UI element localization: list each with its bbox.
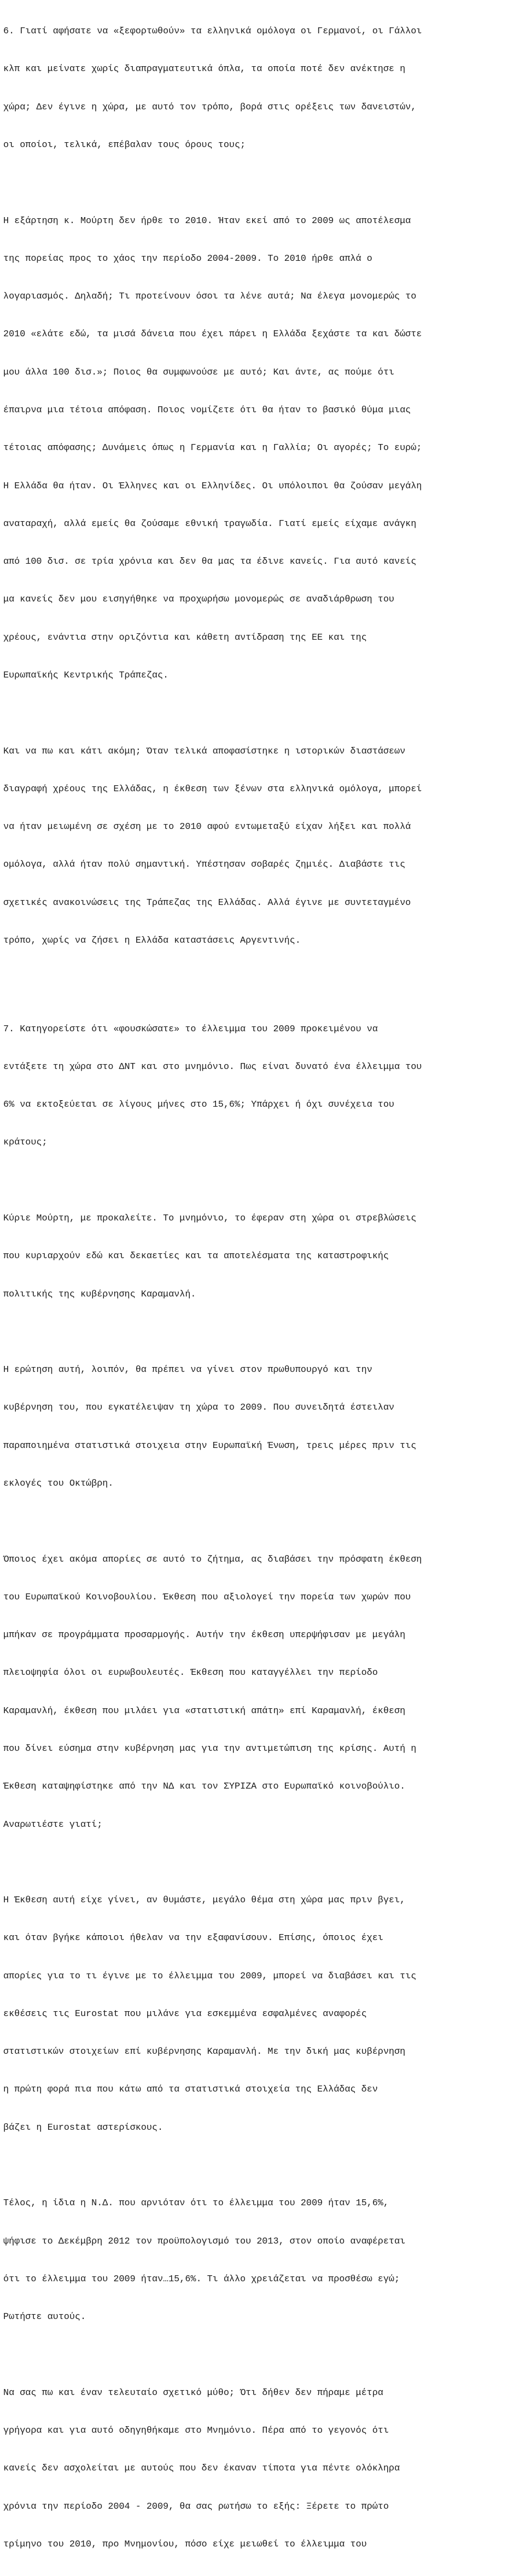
text-line: Η Έκθεση αυτή είχε γίνει, αν θυμάστε, μεγάλο θέμα στη χώρα μας πριν βγει, xyxy=(3,1895,406,1906)
answer-7-paragraph-3 xyxy=(3,1528,522,1856)
text-line: διαγραφή χρέους της Ελλάδας, η έκθεση των ξένων στα ελληνικά ομόλογα, μπορεί xyxy=(3,784,422,795)
question-6-paragraph xyxy=(3,0,522,177)
text-line: Ρωτήστε αυτούς. xyxy=(3,2312,86,2323)
text-line: ομόλογα, αλλά ήταν πολύ σημαντική. Υπέστησαν σοβαρές ζημιές. Διαβάστε τις xyxy=(3,860,406,871)
text-line: Να σας πω και έναν τελευταίο σχετικό μύθο; Ότι δήθεν δεν πήραμε μέτρα xyxy=(3,2387,383,2398)
text-line: η πρώτη φορά πια που κάτω από τα στατιστικά στοιχεία της Ελλάδας δεν xyxy=(3,2084,378,2095)
text-line: εκθέσεις τις Eurostat που μιλάνε για εσκεμμένα εσφαλμένες αναφορές xyxy=(3,2008,367,2019)
text-line: κράτους; xyxy=(3,1137,48,1148)
text-line: μπήκαν σε προγράμματα προσαρμογής. Αυτήν την έκθεση υπερψήφισαν με μεγάλη xyxy=(3,1630,406,1641)
text-line: τρόπο, χωρίς να ζήσει η Ελλάδα καταστάσεις Αργεντινής. xyxy=(3,935,301,946)
text-line: αναταραχή, αλλά εμείς θα ζούσαμε εθνική τραγωδία. Γιατί εμείς είχαμε ανάγκη xyxy=(3,518,417,529)
text-line: πλειοψηφία όλοι οι ευρωβουλευτές. Έκθεση που καταγγέλλει την περίοδο xyxy=(3,1668,378,1679)
text-line: που δίνει εύσημα στην κυβέρνηση μας για την αντιμετώπιση της κρίσης. Αυτή η xyxy=(3,1743,417,1754)
answer-6-paragraph-1 xyxy=(3,189,522,707)
text-line: τέτοιας απόφασης; Δυνάμεις όπως η Γερμανία και η Γαλλία; Οι αγορές; Το ευρώ; xyxy=(3,443,422,454)
text-line: ότι το έλλειμμα του 2009 ήταν…15,6%. Τι άλλο χρειάζεται να προσθέσω εγώ; xyxy=(3,2274,400,2285)
text-line: κανείς δεν ασχολείται με αυτούς που δεν έκαναν τίποτα για πέντε ολόκληρα xyxy=(3,2463,400,2474)
text-line: Η Ελλάδα θα ήταν. Οι Έλληνες και οι Ελληνίδες. Οι υπόλοιποι θα ζούσαν μεγάλη xyxy=(3,481,422,492)
text-line: χώρα; Δεν έγινε η χώρα, με αυτό τον τρόπο, βορά στις ορέξεις των δανειστών, xyxy=(3,102,417,113)
text-line: και όταν βγήκε κάποιοι ήθελαν να την εξαφανίσουν. Επίσης, όποιος έχει xyxy=(3,1933,383,1944)
text-line: Ευρωπαϊκής Κεντρικής Τράπεζας. xyxy=(3,670,169,681)
text-line: Καραμανλή, έκθεση που μιλάει για «στατιστική απάτη» επί Καραμανλή, έκθεση xyxy=(3,1705,406,1716)
text-line: λογαριασμός. Δηλαδή; Τι προτείνουν όσοι τα λένε αυτά; Να έλεγα μονομερώς το xyxy=(3,291,417,302)
answer-7-paragraph-2 xyxy=(3,1339,522,1515)
text-line: Κύριε Μούρτη, με προκαλείτε. Το μνημόνιο, το έφεραν στη χώρα οι στρεβλώσεις xyxy=(3,1213,417,1224)
text-line: απορίες για το τι έγινε με το έλλειμμα του 2009, μπορεί να διαβάσει και τις xyxy=(3,1971,417,1982)
answer-7-paragraph-6 xyxy=(3,2362,522,2576)
text-line: μα κανείς δεν μου εισηγήθηκε να προχωρήσω μονομερώς σε αναδιάρθρωση του xyxy=(3,594,394,605)
text-line: εντάξετε τη χώρα στο ΔΝΤ και στο μνημόνιο. Πως είναι δυνατό ένα έλλειμμα του xyxy=(3,1061,422,1072)
text-line: που κυριαρχούν εδώ και δεκαετίες και τα αποτελέσματα της καταστροφικής xyxy=(3,1251,389,1262)
text-line: Αναρωτιέστε γιατί; xyxy=(3,1819,103,1830)
text-line: 6. Γιατί αφήσατε να «ξεφορτωθούν» τα ελληνικά ομόλογα οι Γερμανοί, οι Γάλλοι xyxy=(3,26,422,37)
text-line: χρέους, ενάντια στην οριζόντια και κάθετη αντίδραση της ΕΕ και της xyxy=(3,632,367,643)
answer-7-paragraph-1 xyxy=(3,1187,522,1326)
answer-7-paragraph-5 xyxy=(3,2172,522,2349)
question-7-paragraph xyxy=(3,997,522,1174)
text-line: ψήφισε το Δεκέμβρη 2012 τον προϋπολογισμό του 2013, στον οποίο αναφέρεται xyxy=(3,2236,406,2247)
text-line: Η ερώτηση αυτή, λοιπόν, θα πρέπει να γίνει στον πρωθυπουργό και την xyxy=(3,1365,372,1376)
text-line: κλπ και μείνατε χωρίς διαπραγματευτικά όπλα, τα οποία ποτέ δεν ανέκτησε η xyxy=(3,64,406,75)
text-line: Και να πω και κάτι ακόμη; Όταν τελικά αποφασίστηκε η ιστορικών διαστάσεων xyxy=(3,746,406,757)
text-line: παραποιημένα στατιστικά στοιχεια στην Ευρωπαϊκή Ένωση, τρεις μέρες πριν τις xyxy=(3,1440,417,1451)
text-line: τρίμηνο του 2010, προ Μνημονίου, πόσο είχε μειωθεί το έλλειμμα του xyxy=(3,2539,367,2550)
text-line: χρόνια την περίοδο 2004 - 2009, θα σας ρωτήσω το εξής: Ξέρετε το πρώτο xyxy=(3,2501,389,2512)
text-line: του Ευρωπαϊκού Κοινοβουλίου. Έκθεση που αξιολογεί την πορεία των χωρών που xyxy=(3,1592,411,1603)
text-line: κυβέρνηση του, που εγκατέλειψαν τη χώρα το 2009. Που συνειδητά έστειλαν xyxy=(3,1403,394,1413)
text-line: έπαιρνα μια τέτοια απόφαση. Ποιος νομίζετε ότι θα ήταν το βασικό θύμα μιας xyxy=(3,405,411,416)
answer-7-paragraph-4 xyxy=(3,1869,522,2159)
text-line: να ήταν μειωμένη σε σχέση με το 2010 αφού εντωμεταξύ είχαν λήξει και πολλά xyxy=(3,822,411,833)
text-line: Η εξάρτηση κ. Μούρτη δεν ήρθε το 2010. Ήταν εκεί από το 2009 ως αποτέλεσμα xyxy=(3,215,411,226)
text-line: 2010 «ελάτε εδώ, τα μισά δάνεια που έχει πάρει η Ελλάδα ξεχάστε τα και δώστε xyxy=(3,329,422,340)
text-line: οι οποίοι, τελικά, επέβαλαν τους όρους τους; xyxy=(3,140,246,151)
text-line: Όποιος έχει ακόμα απορίες σε αυτό το ζήτημα, ας διαβάσει την πρόσφατη έκθεση xyxy=(3,1554,422,1565)
text-line: 6% να εκτοξεύεται σε λίγους μήνες στο 15,6%; Υπάρχει ή όχι συνέχεια του xyxy=(3,1100,394,1111)
text-line: στατιστικών στοιχείων επί κυβέρνησης Καραμανλή. Με την δική μας κυβέρνηση xyxy=(3,2047,406,2058)
text-line: σχετικές ανακοινώσεις της Τράπεζας της Ελλάδας. Αλλά έγινε με συντεταγμένο xyxy=(3,897,411,908)
text-line: 7. Κατηγορείστε ότι «φουσκώσατε» το έλλειμμα του 2009 προκειμένου να xyxy=(3,1024,378,1035)
text-line: μου άλλα 100 δισ.»; Ποιος θα συμφωνούσε με αυτό; Και άντε, ας πούμε ότι xyxy=(3,367,394,378)
text-line: της πορείας προς το χάος την περίοδο 2004-2009. Το 2010 ήρθε απλά ο xyxy=(3,253,372,264)
answer-6-paragraph-2 xyxy=(3,720,522,972)
text-line: Τέλος, η ίδια η Ν.Δ. που αρνιόταν ότι το έλλειμμα του 2009 ήταν 15,6%, xyxy=(3,2198,389,2209)
text-line: από 100 δισ. σε τρία χρόνια και δεν θα μας τα έδινε κανείς. Για αυτό κανείς xyxy=(3,557,417,568)
text-line: γρήγορα και για αυτό οδηγηθήκαμε στο Μνημόνιο. Πέρα από το γεγονός ότι xyxy=(3,2426,389,2436)
text-line: πολιτικής της κυβέρνησης Καραμανλή. xyxy=(3,1289,196,1300)
text-line: βάζει η Eurostat αστερίσκους. xyxy=(3,2122,164,2133)
text-line: Έκθεση καταψηφίστηκε από την ΝΔ και τον ΣΥΡΙΖΑ στο Ευρωπαϊκό κοινοβούλιο. xyxy=(3,1781,406,1792)
text-line: εκλογές του Οκτώβρη. xyxy=(3,1478,114,1489)
